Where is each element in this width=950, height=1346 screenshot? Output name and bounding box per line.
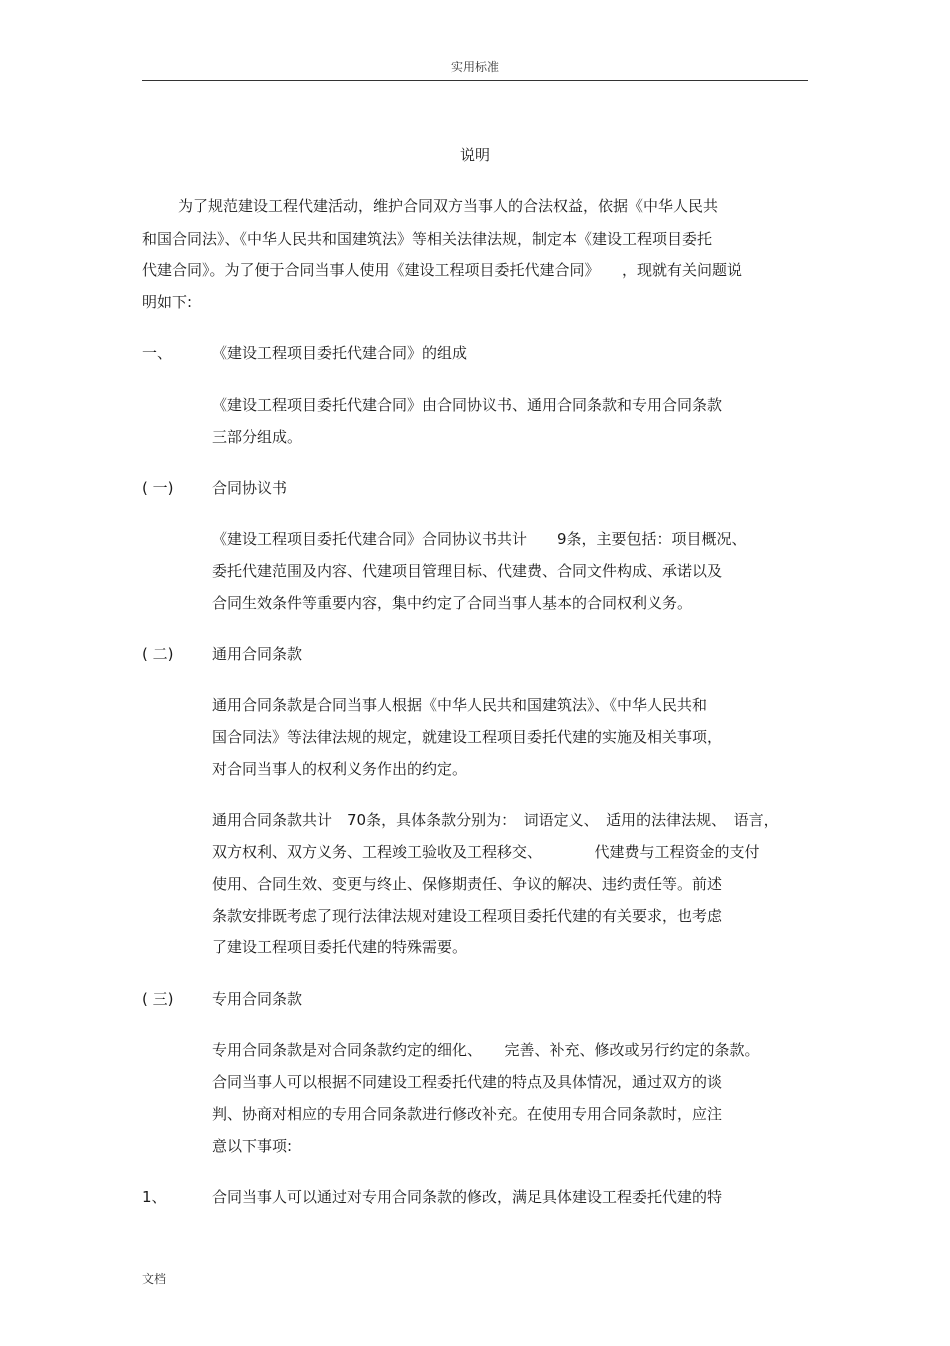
paragraph-line: 条款安排既考虑了现行法律法规对建设工程项目委托代建的有关要求，也考虑 xyxy=(212,907,723,925)
paragraph-line: 合同生效条件等重要内容，集中约定了合同当事人基本的合同权利义务。 xyxy=(212,594,693,612)
paragraph-line: 意以下事项: xyxy=(212,1137,293,1155)
paragraph-line: 专用合同条款是对合同条款约定的细化、 完善、补充、修改或另行约定的条款。 xyxy=(212,1041,760,1059)
subsection-heading: 通用合同条款 xyxy=(212,645,303,663)
subsection-number: ( 三) xyxy=(142,990,174,1008)
paragraph-line: 了建设工程项目委托代建的特殊需要。 xyxy=(212,938,468,956)
paragraph-line: 通用合同条款是合同当事人根据《中华人民共和国建筑法》、《中华人民共和 xyxy=(212,696,708,714)
paragraph-line: 双方权利、双方义务、工程竣工验收及工程移交、 代建费与工程资金的支付 xyxy=(212,843,760,861)
document-title: 说明 xyxy=(459,146,490,164)
item-number: 1、 xyxy=(142,1188,167,1206)
paragraph-line: 国合同法》等法律法规的规定，就建设工程项目委托代建的实施及相关事项， xyxy=(212,728,723,746)
header-rule xyxy=(142,80,808,81)
subsection-number: ( 二) xyxy=(142,645,174,663)
paragraph-line: 通用合同条款共计 70条，具体条款分别为： 词语定义、 适用的法律法规、 语言， xyxy=(212,811,779,829)
intro-line: 和国合同法》、《中华人民共和国建筑法》等相关法律法规，制定本《建设工程项目委托 xyxy=(142,230,713,248)
paragraph-line: 委托代建范围及内容、代建项目管理目标、代建费、合同文件构成、承诺以及 xyxy=(212,562,723,580)
subsection-heading: 专用合同条款 xyxy=(212,990,303,1008)
paragraph-line: 《建设工程项目委托代建合同》合同协议书共计 9条，主要包括：项目概况、 xyxy=(212,530,747,548)
paragraph-line: 《建设工程项目委托代建合同》由合同协议书、通用合同条款和专用合同条款 xyxy=(212,396,723,414)
intro-line: 代建合同》。为了便于合同当事人使用《建设工程项目委托代建合同》 ，现就有关问题说 xyxy=(142,261,743,279)
paragraph-line: 合同当事人可以根据不同建设工程委托代建的特点及具体情况，通过双方的谈 xyxy=(212,1073,723,1091)
section-heading: 《建设工程项目委托代建合同》的组成 xyxy=(212,344,468,362)
section-number: 一、 xyxy=(142,344,173,362)
page-header: 实用标准 xyxy=(450,60,499,74)
paragraph-line: 使用、合同生效、变更与终止、保修期责任、争议的解决、违约责任等。前述 xyxy=(212,875,723,893)
intro-line: 明如下: xyxy=(142,293,193,311)
subsection-heading: 合同协议书 xyxy=(212,479,288,497)
item-text: 合同当事人可以通过对专用合同条款的修改，满足具体建设工程委托代建的特 xyxy=(212,1188,723,1206)
intro-line: 为了规范建设工程代建活动，维护合同双方当事人的合法权益，依据《中华人民共 xyxy=(178,197,719,215)
subsection-number: ( 一) xyxy=(142,479,174,497)
paragraph-line: 判、协商对相应的专用合同条款进行修改补充。在使用专用合同条款时，应注 xyxy=(212,1105,723,1123)
paragraph-line: 对合同当事人的权利义务作出的约定。 xyxy=(212,760,468,778)
page-footer: 文档 xyxy=(142,1272,167,1286)
paragraph-line: 三部分组成。 xyxy=(212,428,303,446)
